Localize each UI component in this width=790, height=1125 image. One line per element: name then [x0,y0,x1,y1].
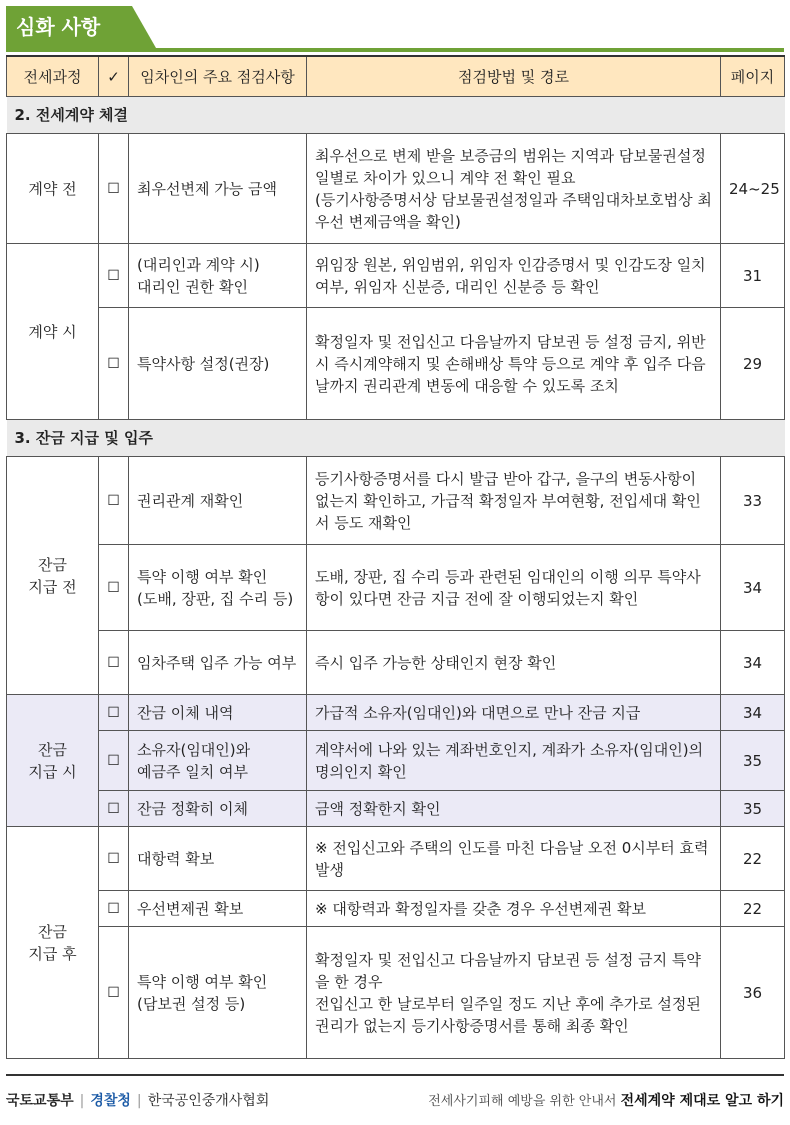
page-number: 22 [721,827,785,891]
checkbox[interactable]: ☐ [99,631,129,695]
check-item: 권리관계 재확인 [129,457,307,545]
tab-label: 심화 사항 [16,15,101,39]
guide-prefix: 전세사기피해 예방을 위한 안내서 [428,1094,617,1109]
checkbox[interactable]: ☐ [99,791,129,827]
table-row [7,545,785,631]
check-method: 위임장 원본, 위임범위, 위임자 인감증명서 및 인감도장 일치 여부, 위임자 신분증, 대리인 신분증 등 확인 [307,244,721,308]
check-method: 등기사항증명서를 다시 발급 받아 갑구, 을구의 변동사항이 없는지 확인하고, 가급적 확정일자 부여현황, 전입세대 확인서 등도 재확인 [307,457,721,545]
ministry-logo: 국토교통부 [6,1093,74,1109]
check-item: 잔금 정확히 이체 [129,791,307,827]
footer-orgs [6,1090,269,1110]
checkbox[interactable]: ☐ [99,891,129,927]
table-row [7,791,785,827]
checkbox[interactable]: ☐ [99,927,129,1059]
table-header-row [7,56,785,97]
checkbox[interactable]: ☐ [99,545,129,631]
table-row [7,457,785,545]
page-number: 35 [721,731,785,791]
page-number: 35 [721,791,785,827]
checkbox[interactable]: ☐ [99,457,129,545]
check-method [307,134,721,244]
section-title: 2. 전세계약 체결 [7,97,785,134]
tab-underline [6,48,784,52]
check-item: 특약 이행 여부 확인 (담보권 설정 등) [129,927,307,1059]
check-item: 우선변제권 확보 [129,891,307,927]
section-tab [6,6,156,48]
check-method: ※ 전입신고와 주택의 인도를 마친 다음날 오전 0시부터 효력 발생 [307,827,721,891]
checkbox[interactable]: ☐ [99,695,129,731]
association-logo: 한국공인중개사협회 [147,1093,270,1109]
checkbox[interactable]: ☐ [99,827,129,891]
stage-cell: 계약 전 [7,134,99,244]
checkbox[interactable]: ☐ [99,134,129,244]
table-row [7,308,785,420]
check-item: 대항력 확보 [129,827,307,891]
method-line: 최우선으로 변제 받을 보증금의 범위는 지역과 담보물권설정일별로 차이가 있으니 계약 전 확인 필요 (등기사항증명서상 담보물권설정일과 주택임대차보호법상 최우선 변제금액을 확인) [315,146,712,231]
table-row [7,695,785,731]
check-method: 확정일자 및 전입신고 다음날까지 담보권 등 설정 금지, 위반시 즉시계약해지 및 손해배상 특약 등으로 계약 후 입주 다음날까지 권리관계 변동에 대응할 수 있도록 조치 [307,308,721,420]
divider: | [79,1093,85,1109]
table-row [7,827,785,891]
checklist-table [6,55,785,1059]
col-header-check: ✓ [99,56,129,97]
check-item: 특약 이행 여부 확인 (도배, 장판, 집 수리 등) [129,545,307,631]
page-number: 36 [721,927,785,1059]
page-number: 31 [721,244,785,308]
footer-guide [428,1090,784,1110]
checkbox[interactable]: ☐ [99,731,129,791]
section-row [7,97,785,134]
check-method: 계약서에 나와 있는 계좌번호인지, 계좌가 소유자(임대인)의 명의인지 확인 [307,731,721,791]
table-row [7,927,785,1059]
page-number: 34 [721,695,785,731]
check-method: 확정일자 및 전입신고 다음날까지 담보권 등 설정 금지 특약을 한 경우 전입신고 한 날로부터 일주일 정도 지난 후에 추가로 설정된 권리가 없는지 등기사항증명서를 통해 최종 확인 [307,927,721,1059]
check-method: ※ 대항력과 확정일자를 갖춘 경우 우선변제권 확보 [307,891,721,927]
col-header-item: 임차인의 주요 점검사항 [129,56,307,97]
check-item: (대리인과 계약 시) 대리인 권한 확인 [129,244,307,308]
check-item: 최우선변제 가능 금액 [129,134,307,244]
stage-cell: 잔금 지급 전 [7,457,99,695]
footer-rule [6,1074,784,1076]
page-number: 34 [721,631,785,695]
col-header-page: 페이지 [721,56,785,97]
police-logo: 경찰청 [90,1093,131,1109]
checkbox[interactable]: ☐ [99,308,129,420]
page-number: 24~25 [721,134,785,244]
divider: | [136,1093,142,1109]
section-row [7,420,785,457]
stage-cell: 계약 시 [7,244,99,420]
page-number: 29 [721,308,785,420]
page-number: 22 [721,891,785,927]
check-item: 소유자(임대인)와 예금주 일치 여부 [129,731,307,791]
table-row [7,731,785,791]
table-row [7,244,785,308]
checkbox[interactable]: ☐ [99,244,129,308]
page-number: 33 [721,457,785,545]
stage-cell: 잔금 지급 후 [7,827,99,1059]
table-row [7,631,785,695]
check-method: 즉시 입주 가능한 상태인지 현장 확인 [307,631,721,695]
check-method: 가급적 소유자(임대인)와 대면으로 만나 잔금 지급 [307,695,721,731]
check-method: 도배, 장판, 집 수리 등과 관련된 임대인의 이행 의무 특약사항이 있다면 잔금 지급 전에 잘 이행되었는지 확인 [307,545,721,631]
section-title: 3. 잔금 지급 및 입주 [7,420,785,457]
col-header-stage: 전세과정 [7,56,99,97]
check-item: 잔금 이체 내역 [129,695,307,731]
guide-title: 전세계약 제대로 알고 하기 [620,1093,784,1109]
check-item: 임차주택 입주 가능 여부 [129,631,307,695]
page-number: 34 [721,545,785,631]
col-header-method: 점검방법 및 경로 [307,56,721,97]
stage-cell: 잔금 지급 시 [7,695,99,827]
check-method: 금액 정확한지 확인 [307,791,721,827]
check-item: 특약사항 설정(권장) [129,308,307,420]
table-row [7,891,785,927]
table-row [7,134,785,244]
